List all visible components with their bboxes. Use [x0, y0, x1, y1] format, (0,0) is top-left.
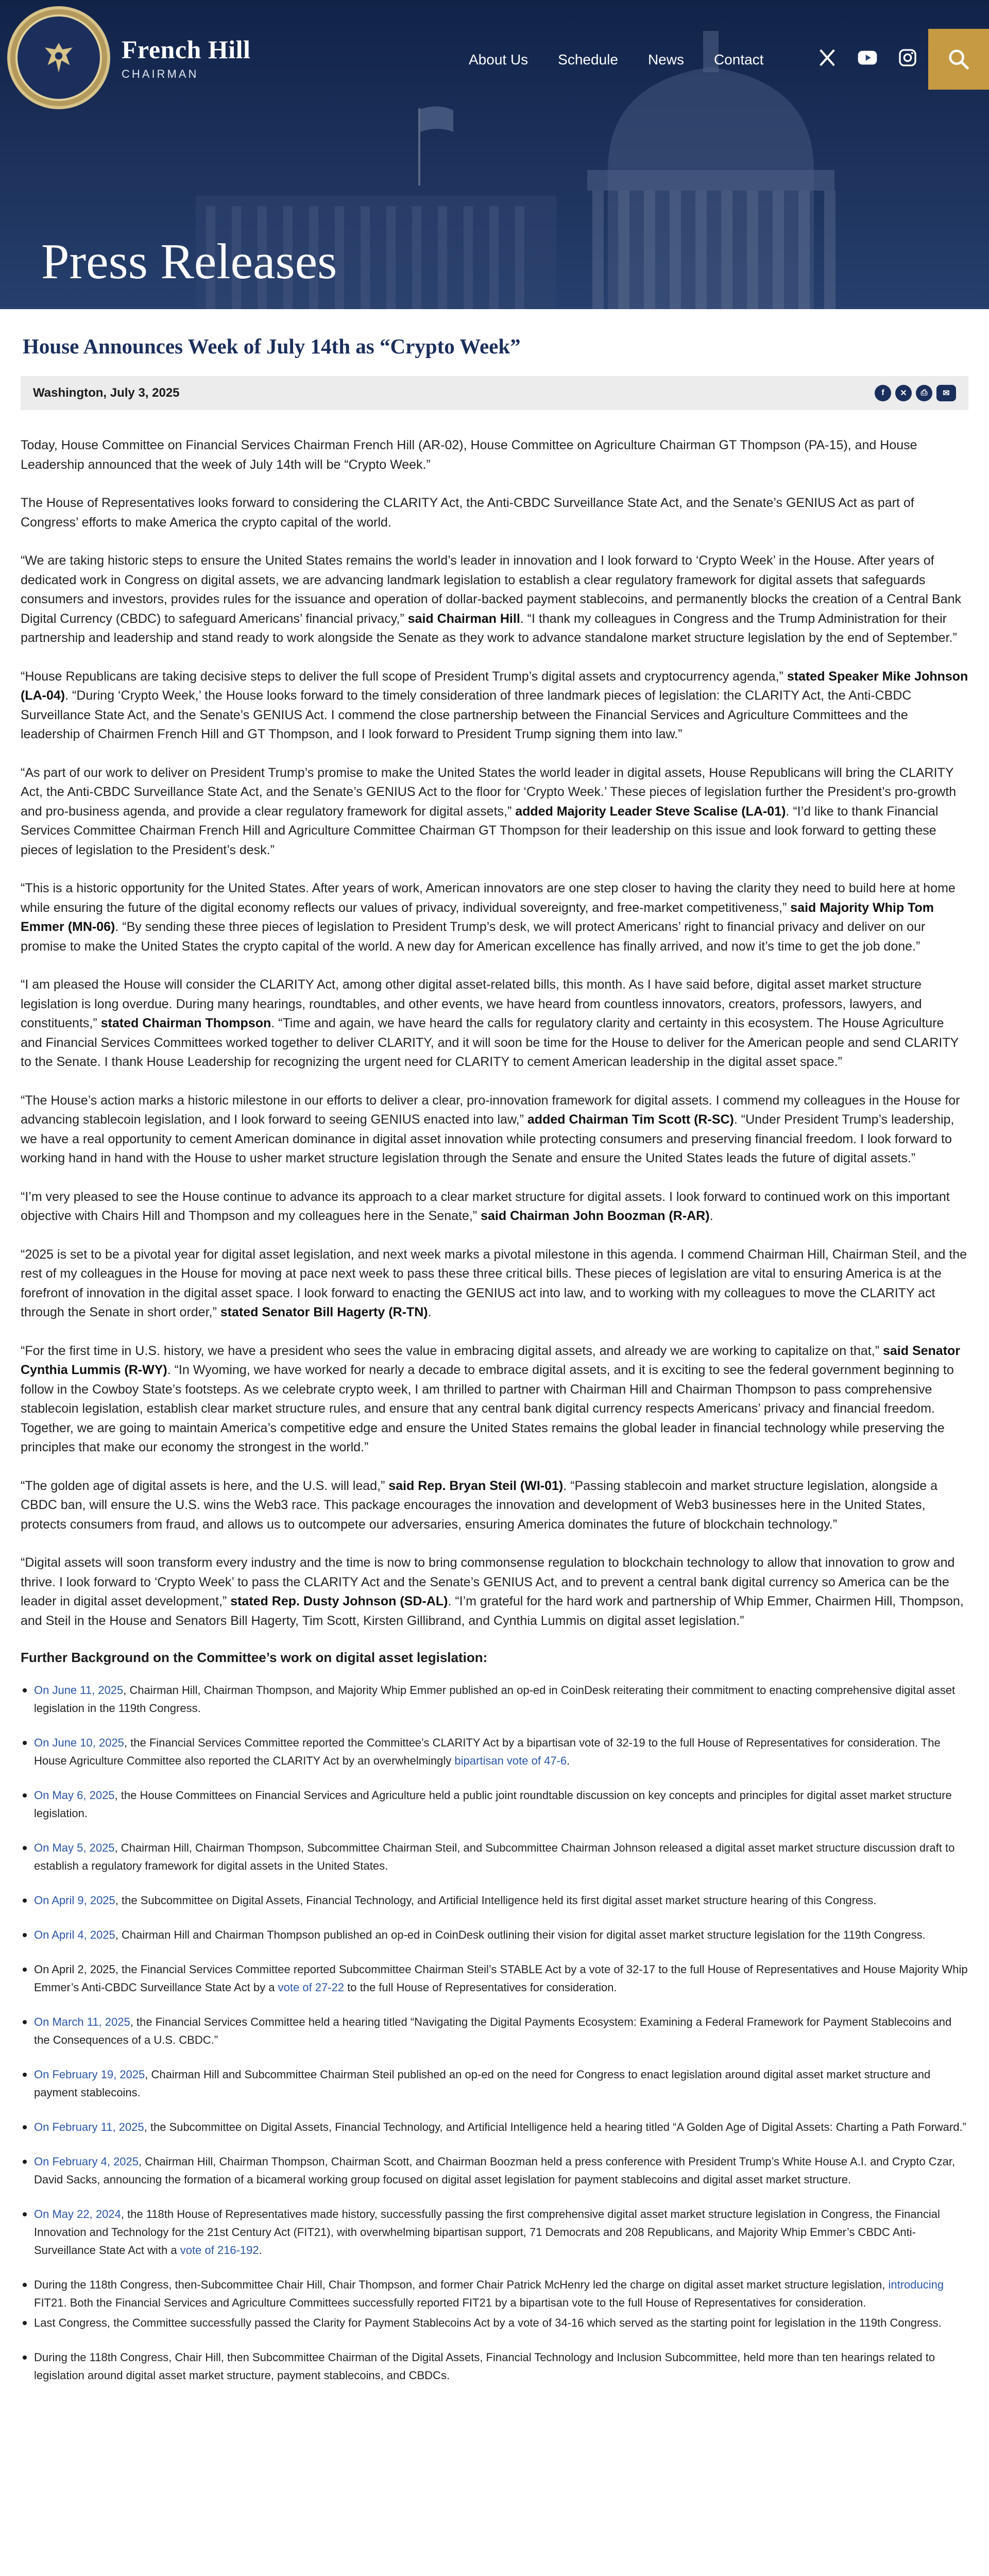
page-title: Press Releases: [41, 234, 337, 290]
text-run: “Digital assets will soon transform every industry and the time is now to bring commonsense regulation to blockchain technology to allow that innovation to grow and thrive. I look forward to ‘Crypto Week’ to pass the CLARITY Act and the Senate’s GENIUS Act, and to prevent a central bank digital currency so America can be the leader in digital asset development,”: [21, 1555, 955, 1608]
text-run: “The House’s action marks a historic milestone in our efforts to deliver a clear, pro-innovation framework for digital assets. I commend my colleagues in the House for advancing stablecoin legislation, and I look forward to seeing GENIUS enacted into law,”: [21, 1093, 960, 1127]
inline-link[interactable]: On March 11, 2025: [34, 2015, 130, 2028]
text-run: . “In Wyoming, we have worked for nearly a decade to embrace digital assets, and it is exciting to see the federal government beginning to follow in the Cowboy State’s footsteps. As we celebrate crypto week, I am thrilled to partner with Chairman Hill and Chairman Thompson to pass comprehensive stablecoin legislation, establish clear market structure rules, and ensure that any central bank digital currency respects Americans’ privacy and financial freedom. Together, we are going to maintain America’s competitive edge and ensure the United States remains the global leader in financial technology while preserving the principles that make our economy the strongest in the world.”: [21, 1363, 954, 1454]
background-item: [21, 2348, 968, 2384]
text-run: , Chairman Hill, Chairman Thompson, and Majority Whip Emmer published an op-ed in CoinDesk reiterating their commitment to enacting comprehensive digital asset legislation in the 119th Congress.: [34, 1684, 956, 1715]
background-item: [21, 1960, 968, 1996]
inline-link[interactable]: On May 6, 2025: [34, 1789, 115, 1802]
main-menu: [469, 52, 793, 68]
article-title: House Announces Week of July 14th as “Crypto Week”: [23, 334, 521, 358]
text-run: . “I’m grateful for the hard work and partnership of Whip Emmer, Chairmen Hill, Thompson, and Steil in the House and Senators Bill Hagerty, Tim Scott, Kirsten Gillibrand, and Cynthia Lummis on digital asset legislation.”: [21, 1594, 964, 1628]
text-run: , the Subcommittee on Digital Assets, Financial Technology, and Artificial Intelligence held its first digital asset market structure hearing of this Congress.: [115, 1894, 877, 1907]
article-paragraph: [21, 1245, 968, 1323]
text-run: . “By sending these three pieces of legislation to President Trump’s desk, we will protect Americans’ right to financial privacy and deliver on our promise to make the United States the crypto capital of the world. A new day for American excellence has finally arrived, and now it’s time to get the job done.”: [21, 920, 926, 954]
background-item: [21, 1839, 968, 1875]
background-item: [21, 2314, 968, 2332]
article-paragraph: [21, 1477, 968, 1535]
inline-link[interactable]: On February 11, 2025: [34, 2121, 144, 2133]
nav-about-us[interactable]: About Us: [469, 52, 528, 67]
instagram-icon[interactable]: [897, 47, 918, 68]
speaker-attribution: added Majority Leader Steve Scalise (LA-01): [515, 804, 786, 819]
background-item: [21, 1786, 968, 1822]
background-item: [21, 1734, 968, 1770]
text-run: . “During ‘Crypto Week,’ the House looks forward to the timely consideration of three landmark pieces of legislation: the CLARITY Act, the Anti-CBDC Surveillance State Act, and the Senate’s GENIUS Act. I commend the close partnership between the Financial Services and Agriculture Committees and the leadership of Chairmen French Hill and GT Thompson, and I look forward to President Trump signing them into law.”: [21, 688, 912, 741]
eagle-icon: [36, 35, 82, 81]
text-run: , the House Committees on Financial Services and Agriculture held a public joint roundtable discussion on key concepts and principles for digital asset market structure legislation.: [34, 1789, 952, 1820]
text-run: , Chairman Hill, Chairman Thompson, Chairman Scott, and Chairman Boozman held a press conference with President Trump’s White House A.I. and Crypto Czar, David Sacks, announcing the formation of a bicameral working group focused on digital asset legislation for payment stablecoins and digital asset market structure.: [34, 2155, 956, 2186]
text-run: “The golden age of digital assets is here, and the U.S. will lead,”: [21, 1478, 389, 1493]
text-run: , Chairman Hill and Chairman Thompson published an op-ed in CoinDesk outlining their vision for digital asset market structure legislation for the 119th Congress.: [115, 1928, 926, 1941]
text-run: “As part of our work to deliver on President Trump’s promise to make the United States the world leader in digital assets, House Republicans will bring the CLARITY Act, the Anti-CBDC Surveillance State Act, and the Senate’s GENIUS Act to the floor for ‘Crypto Week.’ These pieces of legislation further the President’s pro-growth and pro-business agenda, and provide a clear regulatory framework for digital assets,”: [21, 765, 957, 819]
text-run: “We are taking historic steps to ensure the United States remains the world’s leader in innovation and I look forward to ‘Crypto Week’ in the House. After years of dedicated work in Congress on digital assets, we are advancing landmark legislation to establish a clear regulatory framework for digital assets that safeguards consumers and investors, provides rules for the issuance and operation of dollar-backed payment stablecoins, and permanently blocks the creation of a Central Bank Digital Currency (CBDC) to safeguard Americans’ financial privacy,”: [21, 553, 962, 626]
inline-link[interactable]: On June 10, 2025: [34, 1736, 124, 1749]
article-paragraph: [21, 1188, 968, 1226]
speaker-attribution: said Senator Cynthia Lummis (R-WY): [21, 1343, 961, 1377]
article-body: [21, 436, 968, 2384]
article-paragraph: [21, 1091, 968, 1168]
background-list: [21, 1681, 968, 2384]
text-run: .: [259, 2244, 262, 2257]
background-item: [21, 2153, 968, 2189]
speaker-attribution: stated Rep. Dusty Johnson (SD-AL): [230, 1594, 448, 1608]
text-run: The House of Representatives looks forward to considering the CLARITY Act, the Anti-CBDC Surveillance State Act, and the Senate’s GENIUS Act as part of Congress’ efforts to make America the crypto capital of the world.: [21, 496, 914, 530]
article-paragraph: [21, 764, 968, 860]
text-run: , the Subcommittee on Digital Assets, Financial Technology, and Artificial Intelligence held a hearing titled “A Golden Age of Digital Assets: Charting a Path Forward.”: [144, 2121, 966, 2133]
inline-link[interactable]: vote of 216-192: [180, 2244, 259, 2257]
inline-link[interactable]: On May 22, 2024: [34, 2208, 121, 2221]
search-button[interactable]: [928, 29, 989, 90]
background-item: [21, 2118, 968, 2136]
background-heading: Further Background on the Committee’s work on digital asset legislation:: [21, 1650, 488, 1665]
text-run: . “Passing stablecoin and market structure legislation, alongside a CBDC ban, will ensure the U.S. wins the Web3 race. This package encourages the innovation and development of Web3 businesses here in the United States, protects consumers from fraud, and allows us to outcompete our adversaries, ensuring America dominates the future of blockchain technology.”: [21, 1478, 938, 1532]
background-item: [21, 1891, 968, 1909]
inline-link[interactable]: introducing: [888, 2278, 944, 2291]
nav-contact[interactable]: Contact: [713, 52, 764, 67]
youtube-icon[interactable]: [855, 47, 880, 68]
brand-logo-link[interactable]: [7, 6, 250, 109]
inline-link[interactable]: On April 9, 2025: [34, 1894, 115, 1907]
top-navigation: [0, 0, 989, 124]
speaker-attribution: said Majority Whip Tom Emmer (MN-06): [21, 900, 934, 934]
text-run: “House Republicans are taking decisive steps to deliver the full scope of President Trump’s digital assets and cryptocurrency agenda,”: [21, 669, 787, 684]
brand-subtitle: CHAIRMAN: [122, 67, 199, 80]
text-run: , the Financial Services Committee held a hearing titled “Navigating the Digital Payments Ecosystem: Examining a Federal Framework for Payment Stablecoins and the Consequences of a U.S. CBDC.”: [34, 2015, 952, 2046]
text-run: .: [709, 1209, 713, 1223]
speaker-attribution: stated Senator Bill Hagerty (R-TN): [220, 1305, 428, 1319]
brand-name: French Hill: [122, 35, 251, 64]
inline-link[interactable]: bipartisan vote of 47-6: [454, 1754, 567, 1767]
inline-link[interactable]: vote of 27-22: [278, 1981, 345, 1994]
text-run: Last Congress, the Committee successfully passed the Clarity for Payment Stablecoins Act by a vote of 34-16 which served as the starting point for legislation in the 119th Congress.: [34, 2316, 942, 2329]
background-item: [21, 2205, 968, 2259]
article-paragraph: [21, 1553, 968, 1631]
article-paragraph: [21, 975, 968, 1072]
press-release-article: [21, 309, 968, 2432]
text-run: Today, House Committee on Financial Services Chairman French Hill (AR-02), House Committee on Agriculture Chairman GT Thompson (PA-15), and House Leadership announced that the week of July 14th will be “Crypto Week.”: [21, 438, 917, 472]
article-paragraph: [21, 667, 968, 744]
article-paragraph: [21, 1342, 968, 1458]
speaker-attribution: said Chairman Hill: [407, 611, 520, 626]
social-links: [817, 47, 918, 68]
text-run: . “Under President Trump’s leadership, we have a real opportunity to cement American dominance in digital asset innovation while protecting consumers and preserving financial freedom. I look forward to working hand in hand with the House to usher market structure legislation through the Senate and ensure the United States leads the future of digital assets.”: [21, 1112, 954, 1165]
text-run: On April 2, 2025, the Financial Services Committee reported Subcommittee Chairman Steil’s STABLE Act by a vote of 32-17 to the full House of Representatives and House Majority Whip Emmer’s Anti-CBDC Surveillance State Act by a: [34, 1963, 968, 1994]
text-run: “For the first time in U.S. history, we have a president who sees the value in embracing digital assets, and already we are working to capitalize on that,”: [21, 1343, 883, 1358]
article-paragraph: [21, 879, 968, 956]
email-icon[interactable]: ✉: [936, 385, 956, 401]
article-paragraph: [21, 551, 968, 648]
background-item: [21, 2013, 968, 2049]
facebook-icon[interactable]: f: [875, 385, 891, 401]
inline-link[interactable]: On May 5, 2025: [34, 1841, 115, 1854]
article-paragraph: [21, 436, 968, 474]
inline-link[interactable]: On February 4, 2025: [34, 2155, 139, 2168]
text-run: , Chairman Hill and Subcommittee Chairman Steil published an op-ed on the need for Congress to enact legislation around digital asset market structure and payment stablecoins.: [34, 2068, 931, 2099]
dateline-bar: [21, 376, 968, 410]
x-icon[interactable]: ✕: [895, 385, 912, 401]
speaker-attribution: stated Speaker Mike Johnson (LA-04): [21, 669, 968, 703]
share-buttons: [875, 385, 956, 401]
background-item: [21, 2065, 968, 2102]
text-run: . “I thank my colleagues in Congress and the Trump Administration for their partnership and leadership and stand ready to work alongside the Senate as they work to advance standalone market structure legislation by the end of September.”: [21, 611, 957, 645]
text-run: . “Time and again, we have heard the calls for regulatory clarity and certainty in this ecosystem. The House Agriculture and Financial Services Committees worked together to deliver CLARITY, and it will soon be time for the House to deliver for the American people and send CLARITY to the Senate. I thank House Leadership for recognizing the urgent need for CLARITY to cement American leadership in the digital asset space.”: [21, 1016, 959, 1069]
article-paragraph: [21, 494, 968, 532]
speaker-attribution: said Rep. Bryan Steil (WI-01): [388, 1478, 564, 1493]
speaker-attribution: said Chairman John Boozman (R-AR): [481, 1209, 710, 1223]
inline-link[interactable]: On February 19, 2025: [34, 2068, 145, 2081]
text-run: .: [428, 1305, 432, 1319]
background-item: [21, 1681, 968, 1717]
nav-schedule[interactable]: Schedule: [558, 52, 618, 67]
background-item: [21, 1926, 968, 1944]
text-run: “I am pleased the House will consider the CLARITY Act, among other digital asset-related bills, this month. As I have said before, digital asset market structure legislation is long overdue. During many hearings, roundtables, and other events, we have heard from countless innovators, creators, professors, lawyers, and constituents,”: [21, 977, 922, 1030]
text-run: , the Financial Services Committee reported the Committee’s CLARITY Act by a bipartisan vote of 32-19 to the full House of Representatives for consideration. The House Agriculture Committee also reported the CLARITY Act by an overwhelmingly: [34, 1736, 941, 1767]
text-run: .: [567, 1754, 570, 1767]
nav-news[interactable]: News: [647, 52, 684, 67]
speaker-attribution: added Chairman Tim Scott (R-SC): [527, 1112, 734, 1127]
print-icon[interactable]: ⎙: [916, 385, 932, 401]
dateline: Washington, July 3, 2025: [33, 386, 180, 400]
text-run: During the 118th Congress, Chair Hill, then Subcommittee Chairman of the Digital Assets, Financial Technology and Inclusion Subcommittee, held more than ten hearings related to legislation around digital asset market structure, payment stablecoins, and CBDCs.: [34, 2351, 935, 2382]
text-run: FIT21. Both the Financial Services and Agriculture Committees successfully reported FIT21 by a bipartisan vote to the full House of Representatives for consideration.: [34, 2296, 866, 2309]
hero-banner: [0, 0, 989, 309]
congressional-seal-icon: [7, 6, 110, 109]
text-run: “This is a historic opportunity for the United States. After years of work, American innovators are one step closer to having the clarity they need to build here at home while ensuring the future of the digital economy reflects our values of privacy, individual sovereignty, and free-market competitiveness,”: [21, 881, 956, 915]
text-run: , Chairman Hill, Chairman Thompson, Subcommittee Chairman Steil, and Subcommittee Chairman Johnson released a digital asset market structure discussion draft to establish a regulatory framework for digital assets in the United States.: [34, 1841, 955, 1872]
search-icon: [947, 47, 970, 71]
article-paragraphs: [21, 436, 968, 1631]
speaker-attribution: stated Chairman Thompson: [100, 1016, 271, 1030]
inline-link[interactable]: On April 4, 2025: [34, 1928, 115, 1941]
text-run: . “I’d like to thank Financial Services Committee Chairman French Hill and Agriculture Committee Chairman GT Thompson for their leadership on this issue and look forward to getting these pieces of legislation to the President’s desk.”: [21, 804, 939, 857]
text-run: “I’m very pleased to see the House continue to advance its approach to a clear market structure for digital assets. I look forward to continued work on this important objective with Chairs Hill and Thompson and my colleagues here in the Senate,”: [21, 1189, 950, 1223]
text-run: “2025 is set to be a pivotal year for digital asset legislation, and next week marks a pivotal milestone in this agenda. I commend Chairman Hill, Chairman Steil, and the rest of my colleagues in the House for moving at pace next week to pass these three critical bills. These pieces of legislation are vital to ensuring America is at the forefront of innovation in the digital asset space. I look forward to enacting the GENIUS act into law, and to working with my colleagues to move the CLARITY act through the Senate in short order,”: [21, 1247, 967, 1319]
text-run: , the 118th House of Representatives made history, successfully passing the first comprehensive digital asset market structure legislation in Congress, the Financial Innovation and Technology for the 21st Century Act (FIT21), with overwhelming bipartisan support, 71 Democrats and 208 Republicans, and Majority Whip Emmer’s CBDC Anti-Surveillance State Act with a: [34, 2208, 940, 2257]
inline-link[interactable]: On June 11, 2025: [34, 1684, 124, 1697]
background-item: [21, 2276, 968, 2312]
x-icon[interactable]: [817, 47, 838, 68]
text-run: During the 118th Congress, then-Subcommittee Chair Hill, Chair Thompson, and former Chair Patrick McHenry led the charge on digital asset market structure legislation,: [34, 2278, 889, 2291]
text-run: to the full House of Representatives for consideration.: [344, 1981, 617, 1994]
